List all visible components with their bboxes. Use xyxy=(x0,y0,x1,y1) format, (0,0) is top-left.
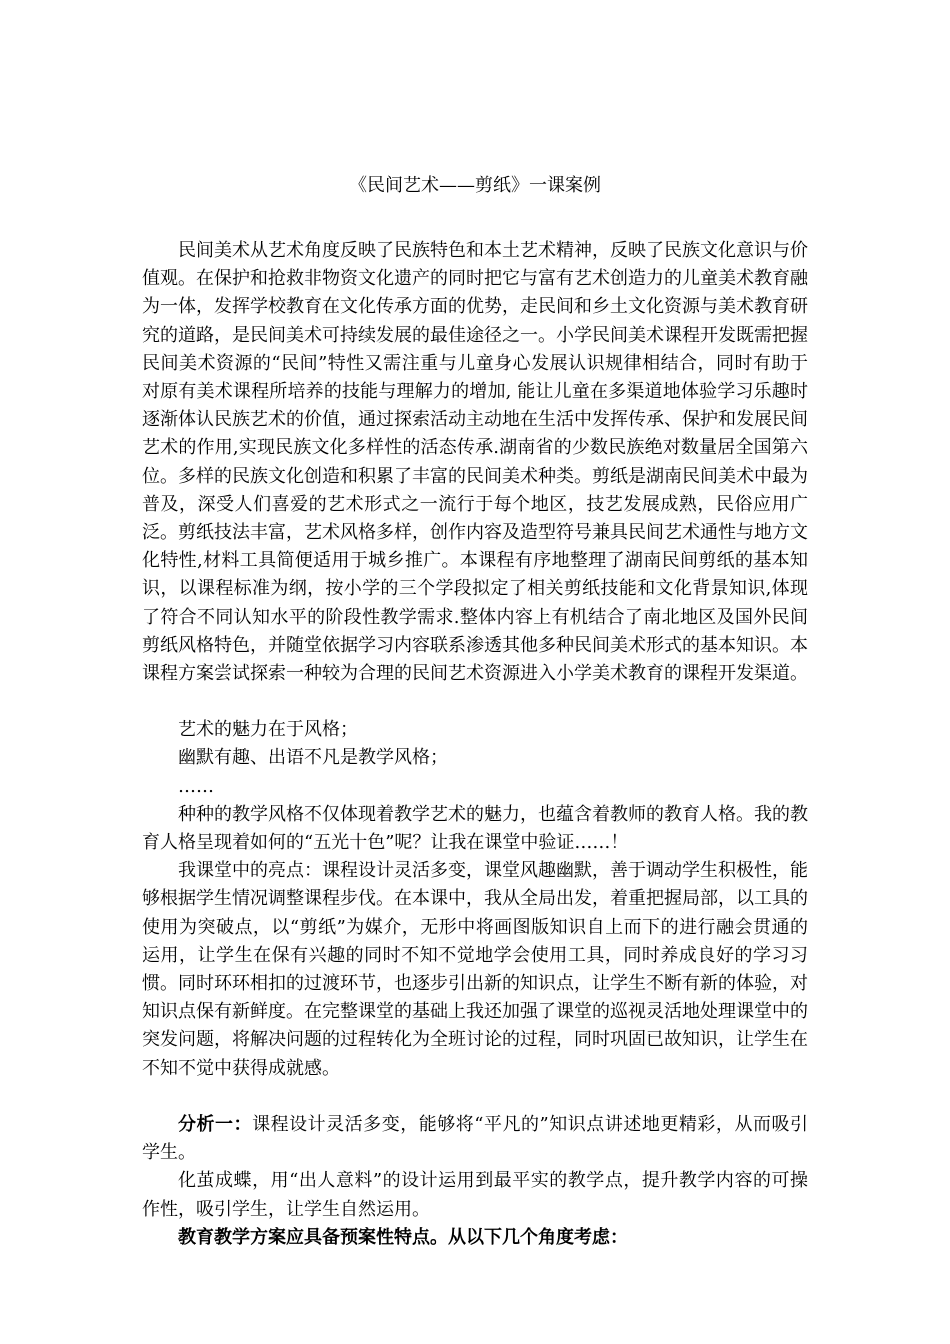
paragraph-gap xyxy=(142,688,808,716)
style-line-2: 幽默有趣、出语不凡是教学风格； xyxy=(178,747,448,769)
classroom-highlights-paragraph: 我课堂中的亮点：课程设计灵活多变，课堂风趣幽默，善于调动学生积极性，能够根据学生情况调整课程步伐。在本课中，我从全局出发，着重把握局部，以工具的使用为突破点，以“剪纸”为媒介，无形中将画图版知识自上而下的进行融会贯通的运用，让学生在保有兴趣的同时不知不觉地学会使用工具，同时养成良好的学习习惯。同时环环相扣的过渡环节，也逐步引出新的知识点，让学生不断有新的体验，对知识点保有新鲜度。在完整课堂的基础上我还加强了课堂的巡视灵活地处理课堂中的突发问题，将解决问题的过程转化为全班讨论的过程，同时巩固已故知识，让学生在不知不觉中获得成就感。 xyxy=(142,860,808,1079)
teaching-style-paragraph: 种种的教学风格不仅体现着教学艺术的魅力，也蕴含着教师的教育人格。我的教育人格呈现着如何的“五光十色”呢？让我在课堂中验证……！ xyxy=(142,803,808,854)
document-body xyxy=(142,237,808,1252)
ellipsis-line: …… xyxy=(178,775,214,797)
style-line-1: 艺术的魅力在于风格； xyxy=(178,719,358,741)
design-paragraph: 化茧成蝶，用“出人意料”的设计运用到最平实的教学点，提升教学内容的可操作性，吸引学生，让学生自然运用。 xyxy=(142,1170,808,1220)
analysis-text: 课程设计灵活多变，能够将“平凡的”知识点讲述地更精彩，从而吸引学生。 xyxy=(142,1113,809,1164)
plan-heading: 教育教学方案应具备预案性特点。从以下几个角度考虑： xyxy=(178,1226,628,1248)
analysis-paragraph xyxy=(142,1111,808,1167)
document-title: 《民间艺术——剪纸》一课案例 xyxy=(349,175,601,196)
intro-paragraph: 民间美术从艺术角度反映了民族特色和本土艺术精神，反映了民族文化意识与价值观。在保护和抢救非物资文化遗产的同时把它与富有艺术创造力的儿童美术教育融为一体，发挥学校教育在文化传承方面的优势，走民间和乡土文化资源与美术教育研究的道路，是民间美术可持续发展的最佳途径之一。小学民间美术课程开发既需把握民间美术资源的“民间”特性又需注重与儿童身心发展认识规律相结合，同时有助于对原有美术课程所培养的技能与理解力的增加, 能让儿童在多渠道地体验学习乐趣时逐渐体认民族艺术的价值，通过探索活动主动地在生活中发挥传承、保护和发展民间艺术的作用,实现民族文化多样性的活态传承.湖南省的少数民族绝对数量居全国第六位。多样的民族文化创造和积累了丰富的民间美术种类。剪纸是湖南民间美术中最为普及，深受人们喜爱的艺术形式之一流行于每个地区，技艺发展成熟，民俗应用广泛。剪纸技法丰富，艺术风格多样，创作内容及造型符号兼具民间艺术通性与地方文化特性,材料工具简便适用于城乡推广。本课程有序地整理了湖南民间剪纸的基本知识，以课程标准为纲，按小学的三个学段拟定了相关剪纸技能和文化背景知识,体现了符合不同认知水平的阶段性教学需求.整体内容上有机结合了南北地区及国外民间剪纸风格特色，并随堂依据学习内容联系渗透其他多种民间美术形式的基本知识。本课程方案尝试探索一种较为合理的民间艺术资源进入小学美术教育的课程开发渠道。 xyxy=(142,240,808,685)
paragraph-gap xyxy=(142,1083,808,1111)
analysis-label: 分析一： xyxy=(178,1113,253,1135)
